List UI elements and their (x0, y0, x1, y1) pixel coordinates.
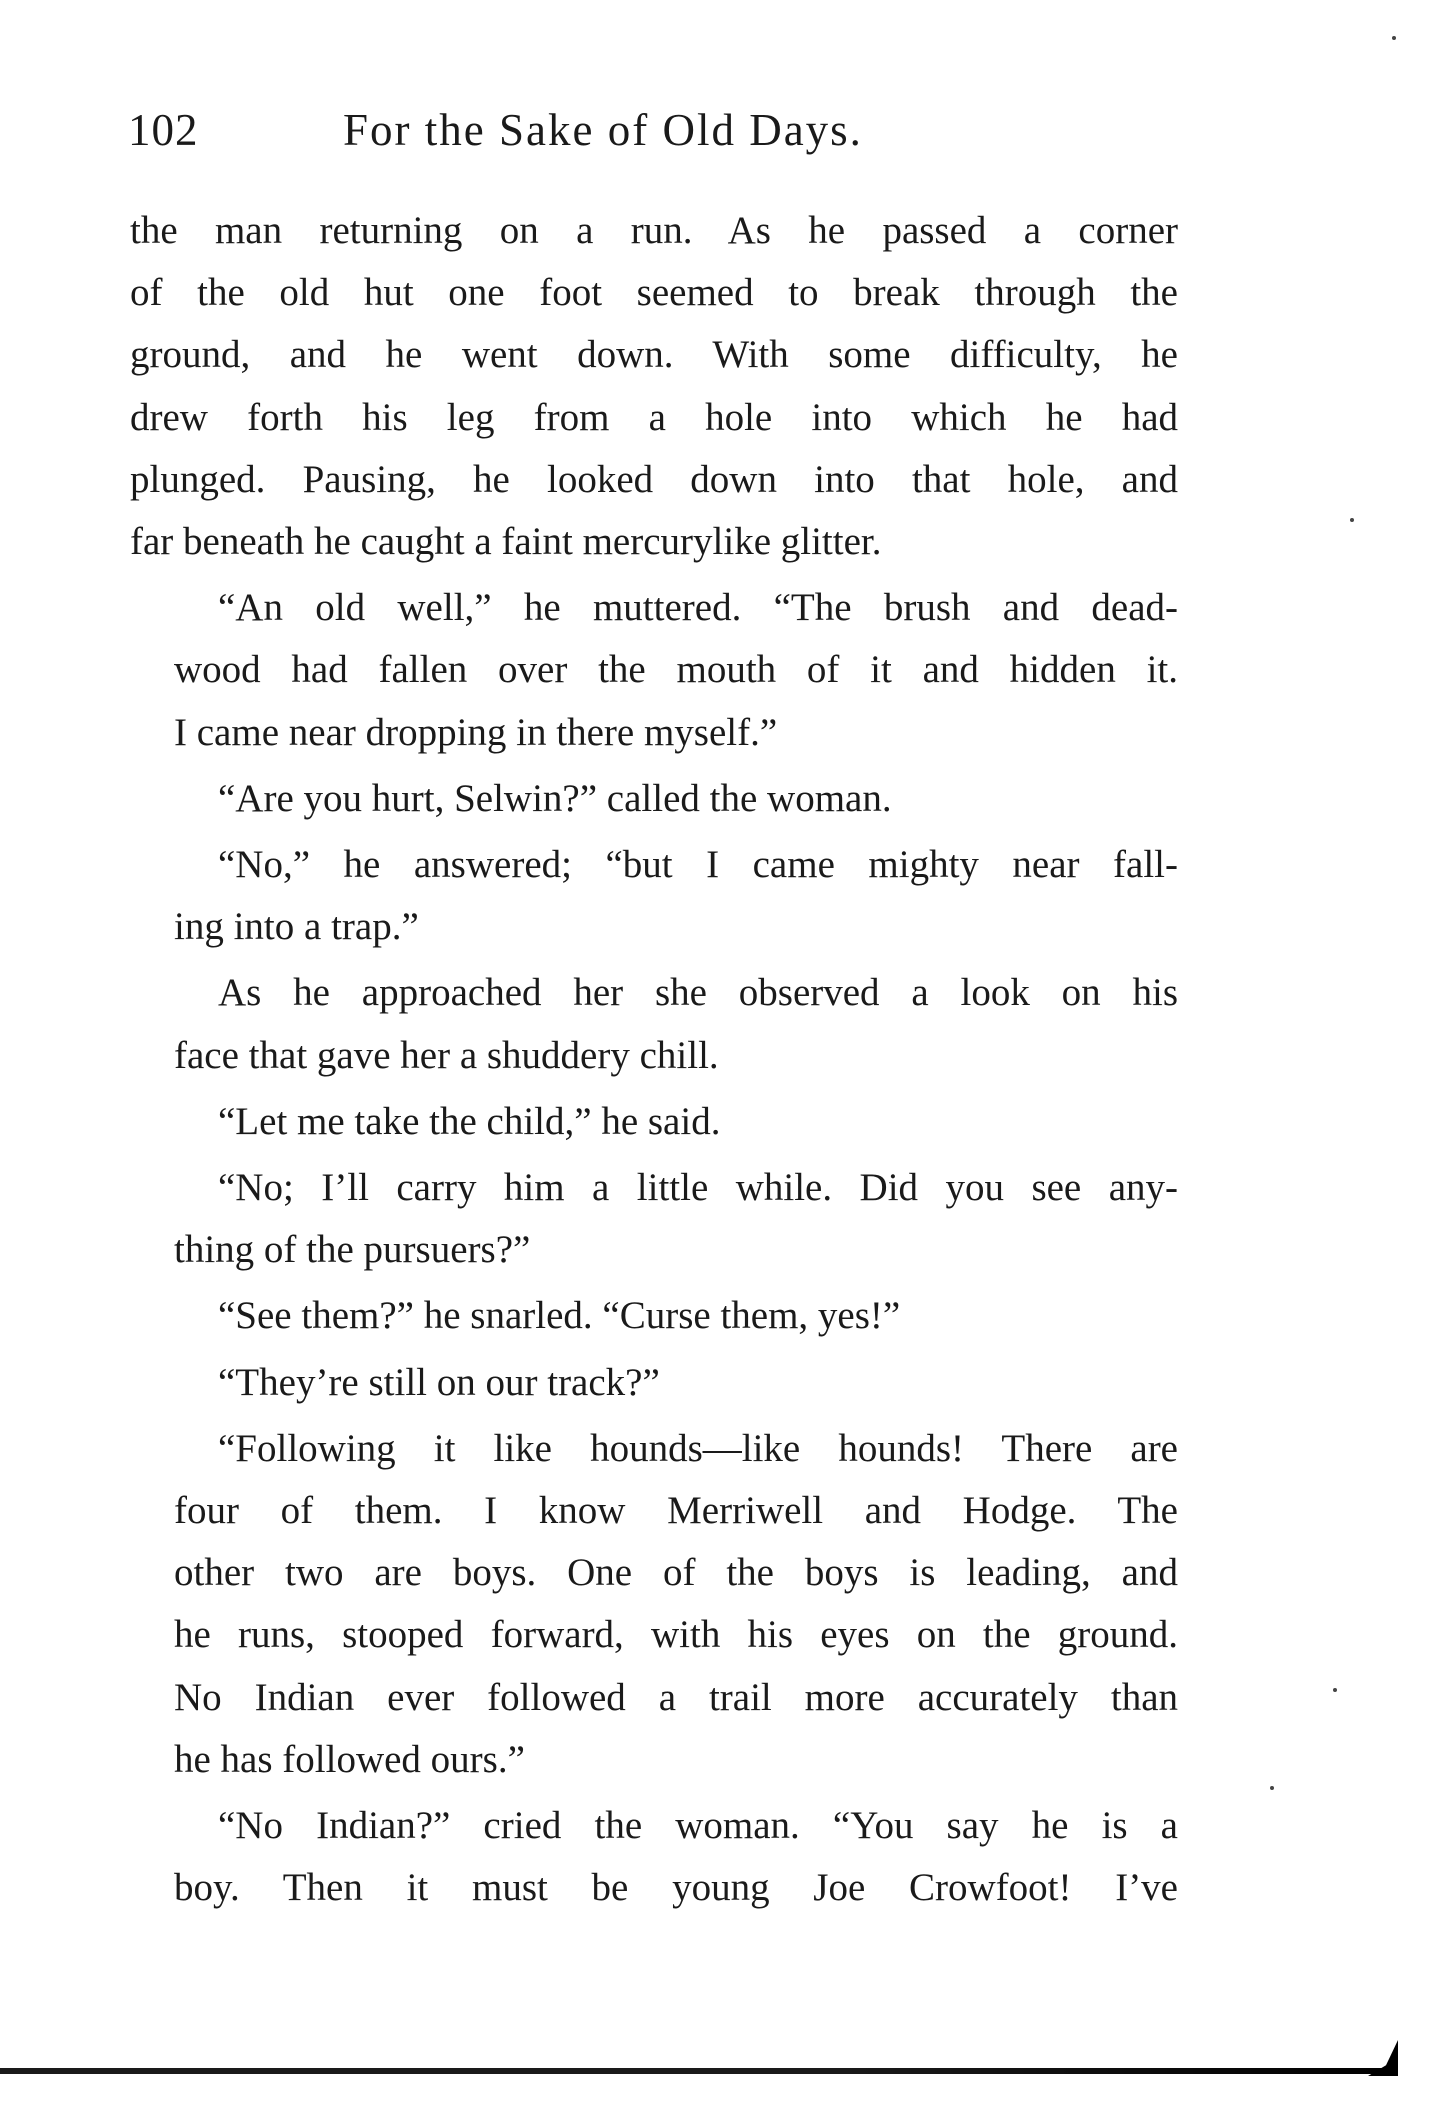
text-line: of the old hut one foot seemed to break through the (130, 271, 1178, 315)
text-line: he runs, stooped forward, with his eyes on the ground. (174, 1613, 1178, 1657)
text-line: “See them?” he snarled. “Curse them, yes!” (218, 1294, 901, 1338)
text-line: thing of the pursuers?” (174, 1228, 531, 1272)
paragraph (130, 768, 1178, 830)
print-speck (1350, 518, 1354, 522)
print-speck (1392, 36, 1396, 40)
text-line: drew forth his leg from a hole into which he had (130, 395, 1178, 439)
paragraph (130, 1795, 1178, 1919)
paragraph (130, 834, 1178, 958)
page-number: 102 (128, 105, 199, 155)
text-line: “Are you hurt, Selwin?” called the woman. (218, 776, 892, 820)
text-line: boy. Then it must be young Joe Crowfoot! I’ve (174, 1866, 1178, 1910)
text-line: “No,” he answered; “but I came mighty near fall- (218, 843, 1178, 887)
text-line: “No Indian?” cried the woman. “You say he is a (218, 1804, 1178, 1848)
paragraph (130, 1418, 1178, 1791)
text-line: As he approached her she observed a look on his (218, 971, 1178, 1015)
text-line: No Indian ever followed a trail more accurately than (174, 1675, 1178, 1719)
text-line: ground, and he went down. With some difficulty, he (130, 333, 1178, 377)
text-line: “Following it like hounds—like hounds! There are (218, 1426, 1178, 1470)
text-line: far beneath he caught a faint mercurylike glitter. (130, 520, 882, 564)
paragraph (130, 1352, 1178, 1414)
paragraph (130, 200, 1178, 573)
text-line: the man returning on a run. As he passed a corner (130, 209, 1178, 252)
text-line: “Let me take the child,” he said. (218, 1099, 721, 1143)
text-line: ing into a trap.” (174, 905, 419, 949)
page-header (128, 104, 1188, 164)
text-line: I came near dropping in there myself.” (174, 710, 778, 754)
text-line: “They’re still on our track?” (218, 1360, 660, 1404)
text-line: “No; I’ll carry him a little while. Did you see any- (218, 1166, 1178, 1210)
text-line: face that gave her a shuddery chill. (174, 1033, 719, 1077)
paragraph (130, 1157, 1178, 1281)
paragraph (130, 962, 1178, 1086)
text-line: other two are boys. One of the boys is leading, and (174, 1551, 1178, 1595)
bottom-rule (0, 2068, 1395, 2074)
paragraph (130, 577, 1178, 764)
print-speck (1270, 1786, 1274, 1790)
text-line: plunged. Pausing, he looked down into that hole, and (130, 457, 1178, 501)
print-speck (1333, 1688, 1337, 1692)
paragraph (130, 1285, 1178, 1347)
body-text (130, 200, 1178, 1923)
text-line: he has followed ours.” (174, 1737, 525, 1781)
text-line: four of them. I know Merriwell and Hodge. The (174, 1489, 1178, 1533)
text-line: wood had fallen over the mouth of it and hidden it. (174, 648, 1178, 692)
paragraph (130, 1091, 1178, 1153)
text-line: “An old well,” he muttered. “The brush and dead- (218, 586, 1178, 630)
running-title: For the Sake of Old Days. (343, 105, 863, 155)
